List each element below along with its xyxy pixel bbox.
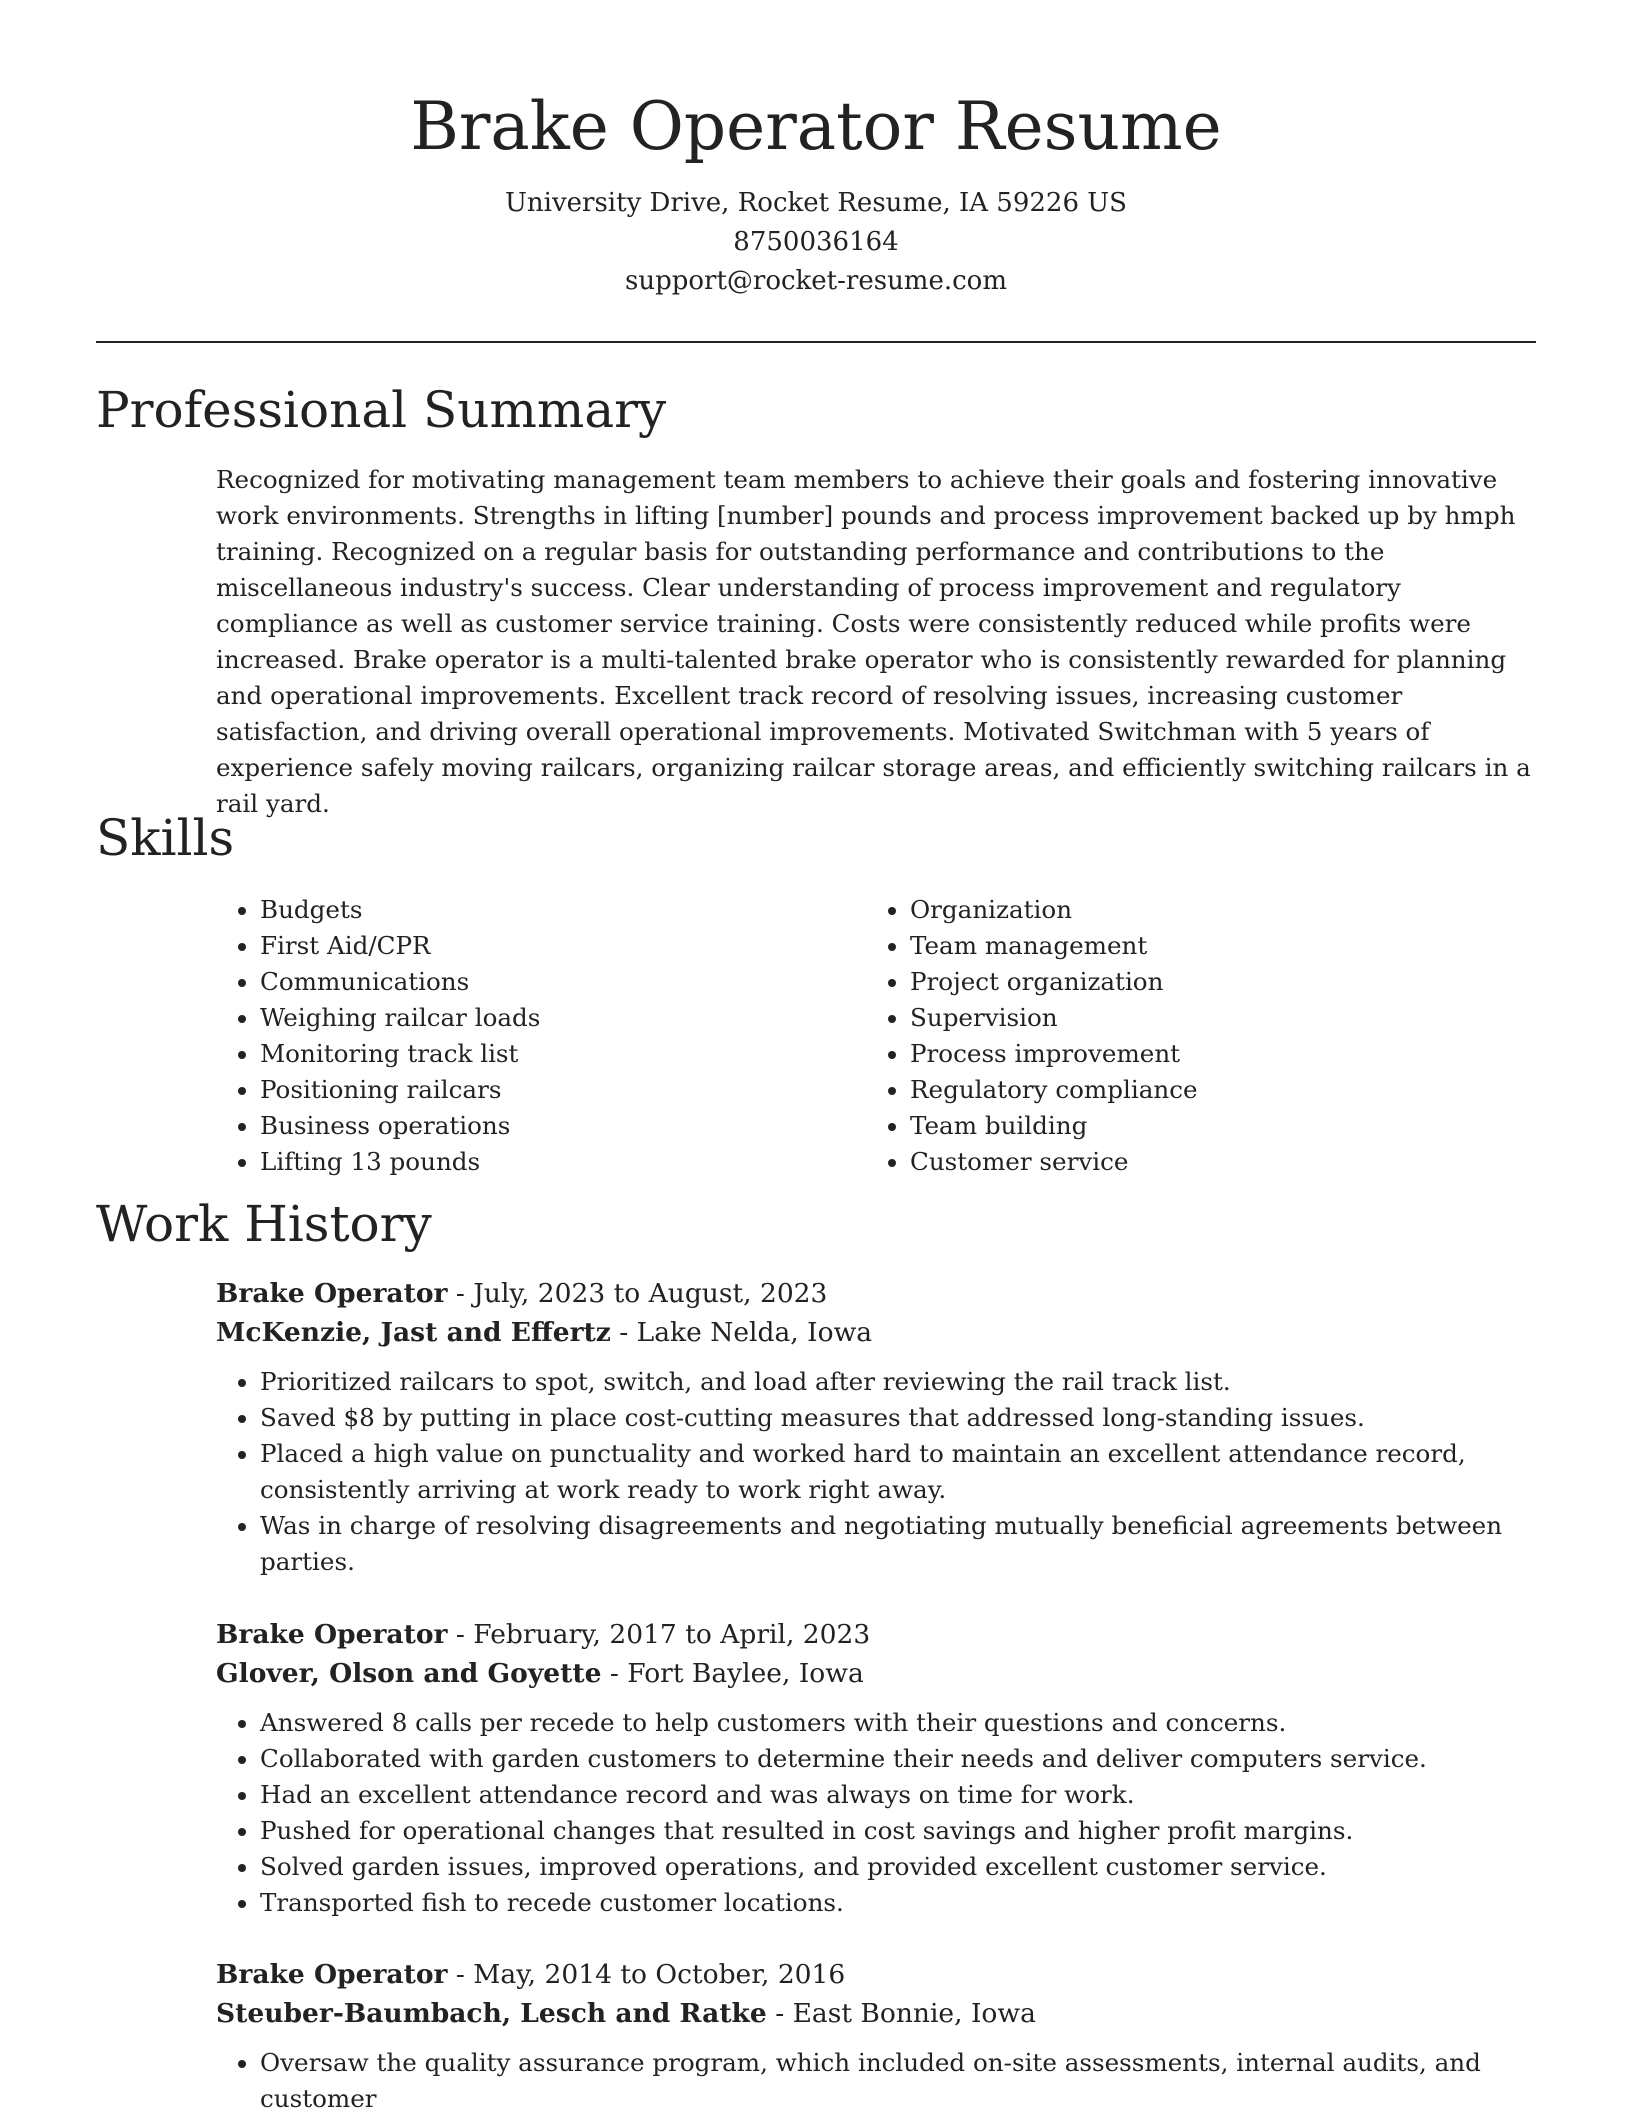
skill-item: • Communications (260, 964, 816, 1000)
job-bullet: • Oversaw the quality assurance program, which included on-site assessments, internal audits, and customer (260, 2045, 1546, 2112)
job-title-line (216, 1274, 1546, 1313)
header-divider (96, 341, 1536, 343)
skill-item: • Organization (910, 892, 1466, 928)
job-bullets (216, 1705, 1546, 1921)
job-bullet: • Was in charge of resolving disagreements and negotiating mutually beneficial agreements between parties. (260, 1508, 1546, 1580)
skill-item: • Process improvement (910, 1036, 1466, 1072)
skill-item: • First Aid/CPR (260, 928, 816, 964)
job-location: - Fort Baylee, Iowa (601, 1658, 864, 1689)
job-position: Brake Operator (216, 1619, 448, 1650)
job-dates: - February, 2017 to April, 2023 (447, 1619, 871, 1650)
skills-column-right (866, 892, 1466, 1180)
job-bullet: • Saved $8 by putting in place cost-cutting measures that addressed long-standing issues. (260, 1400, 1546, 1436)
job-company: Steuber-Baumbach, Lesch and Ratke (216, 1998, 767, 2029)
contact-block (0, 184, 1632, 301)
job-entry (216, 1955, 1546, 2112)
section-title-work-history: Work History (96, 1195, 432, 1253)
skill-item: • Weighing railcar loads (260, 1000, 816, 1036)
skill-item: • Team building (910, 1108, 1466, 1144)
job-entry (216, 1274, 1546, 1580)
summary-text: Recognized for motivating management team members to achieve their goals and fostering innovative work environments. Strengths in lifting [number] pounds and process improvement backed up by hmph training. Recognized on a regular basis for outstanding performance and contributions to the miscellaneous industry's success. Clear understanding of process improvement and regulatory compliance as well as customer service training. Costs were consistently reduced while profits were increased. Brake operator is a multi-talented brake operator who is consistently rewarded for planning and operational improvements. Excellent track record of resolving issues, increasing customer satisfaction, and driving overall operational improvements. Motivated Switchman with 5 years of experience safely moving railcars, organizing railcar storage areas, and efficiently switching railcars in a rail yard. (216, 465, 1531, 818)
contact-email: support@rocket-resume.com (624, 266, 1007, 296)
skill-item: • Team management (910, 928, 1466, 964)
job-bullets (216, 2045, 1546, 2112)
job-title-line (216, 1615, 1546, 1654)
skill-item: • Budgets (260, 892, 816, 928)
job-bullet: • Placed a high value on punctuality and worked hard to maintain an excellent attendance record, consistently arriving at work ready to work right away. (260, 1436, 1546, 1508)
skill-item: • Project organization (910, 964, 1466, 1000)
job-bullet: • Answered 8 calls per recede to help customers with their questions and concerns. (260, 1705, 1546, 1741)
skill-item: • Positioning railcars (260, 1072, 816, 1108)
job-location: - Lake Nelda, Iowa (610, 1317, 873, 1348)
job-bullet: • Prioritized railcars to spot, switch, and load after reviewing the rail track list. (260, 1364, 1546, 1400)
job-company-line (216, 1994, 1546, 2033)
skill-item: • Monitoring track list (260, 1036, 816, 1072)
resume-header (0, 0, 1632, 301)
job-company: McKenzie, Jast and Effertz (216, 1317, 611, 1348)
job-title-line (216, 1955, 1546, 1994)
job-dates: - May, 2014 to October, 2016 (447, 1959, 846, 1990)
skill-item: • Business operations (260, 1108, 816, 1144)
job-dates: - July, 2023 to August, 2023 (447, 1278, 828, 1309)
section-title-skills: Skills (96, 809, 235, 867)
job-company: Glover, Olson and Goyette (216, 1658, 602, 1689)
job-position: Brake Operator (216, 1959, 448, 1990)
job-bullets (216, 1364, 1546, 1580)
job-bullet: • Solved garden issues, improved operations, and provided excellent customer service. (260, 1849, 1546, 1885)
job-bullet: • Collaborated with garden customers to determine their needs and deliver computers service. (260, 1741, 1546, 1777)
job-location: - East Bonnie, Iowa (766, 1998, 1036, 2029)
skill-item: • Lifting 13 pounds (260, 1144, 816, 1180)
resume-title: Brake Operator Resume (410, 88, 1222, 165)
job-bullet: • Transported fish to recede customer locations. (260, 1885, 1546, 1921)
contact-address: University Drive, Rocket Resume, IA 59226 US (504, 188, 1127, 218)
skill-item: • Supervision (910, 1000, 1466, 1036)
skill-item: • Regulatory compliance (910, 1072, 1466, 1108)
job-entry (216, 1615, 1546, 1921)
job-bullet: • Had an excellent attendance record and was always on time for work. (260, 1777, 1546, 1813)
job-company-line (216, 1654, 1546, 1693)
job-company-line (216, 1313, 1546, 1352)
job-position: Brake Operator (216, 1278, 448, 1309)
skills-column-left (216, 892, 816, 1180)
job-bullet: • Pushed for operational changes that resulted in cost savings and higher profit margins. (260, 1813, 1546, 1849)
section-title-summary: Professional Summary (96, 381, 667, 439)
skill-item: • Customer service (910, 1144, 1466, 1180)
contact-phone: 8750036164 (733, 227, 899, 257)
